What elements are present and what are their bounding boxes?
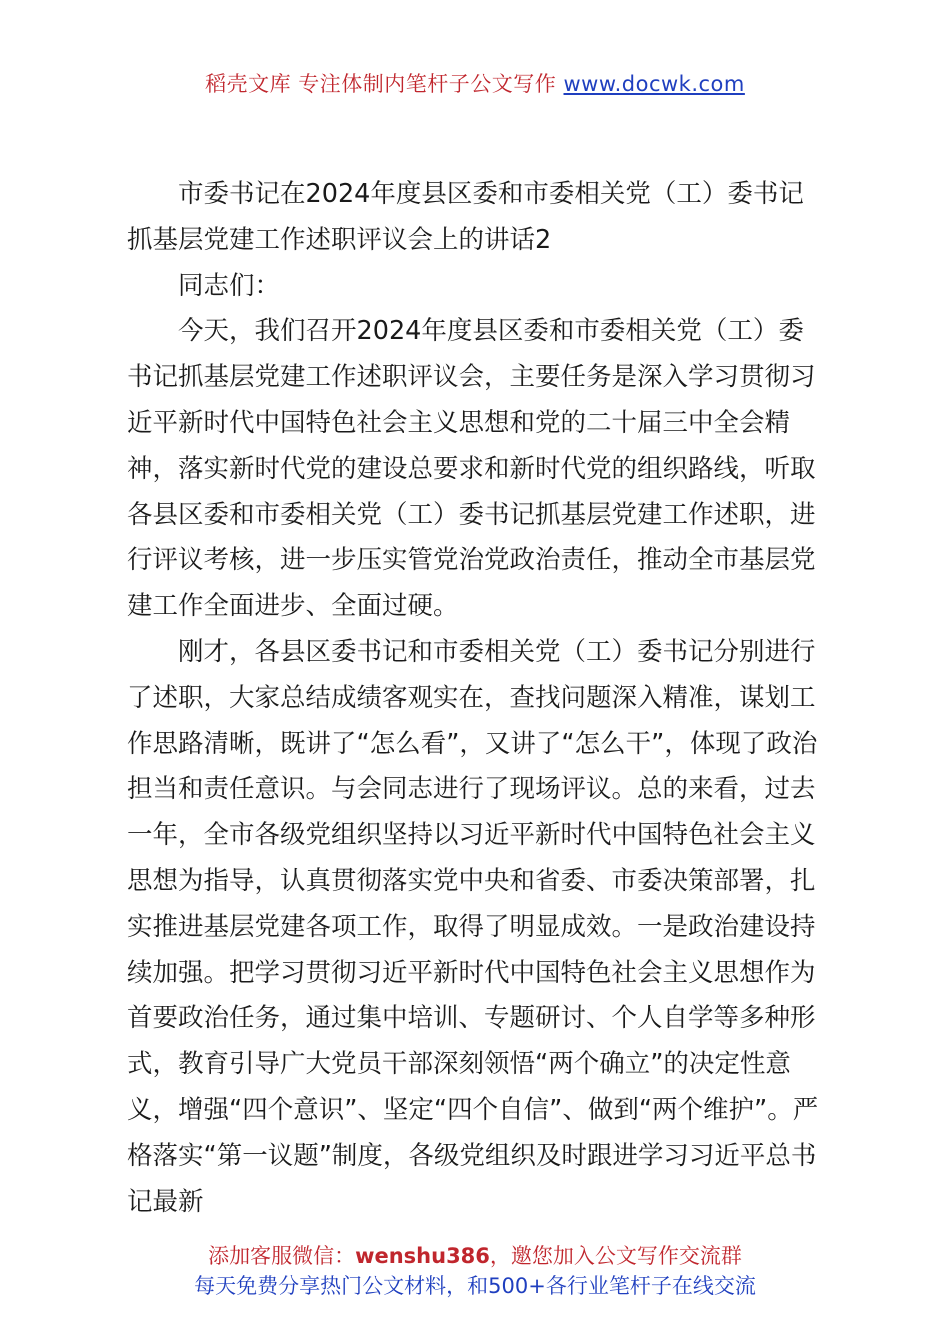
salutation: 同志们：	[178, 270, 281, 301]
site-header	[0, 68, 950, 98]
footer-promo: 每天免费分享热门公文材料，和500+各行业笔杆子在线交流	[194, 1274, 756, 1298]
footer-contact	[0, 1240, 950, 1270]
document-title-line-1: 市委书记在2024年度县区委和市委相关党（工）委书记	[178, 179, 804, 209]
paragraph-1: 今天，我们召开2024年度县区委和市委相关党（工）委书记抓基层党建工作述职评议会，主要任务是深入学习贯彻习近平新时代中国特色社会主义思想和党的二十届三中全会精神，落实新时代党的建设总要求和新时代党的组织路线，听取各县区委和市委相关党（工）委书记抓基层党建工作述职，进行评议考核，进一步压实管党治党政治责任，推动全市基层党建工作全面进步、全面过硬。	[127, 316, 816, 622]
site-name: 稻壳文库 专注体制内笔杆子公文写作	[205, 72, 557, 96]
site-url-link[interactable]: www.docwk.com	[563, 72, 745, 96]
paragraph-2: 刚才，各县区委书记和市委相关党（工）委书记分别进行了述职，大家总结成绩客观实在，查找问题深入精准，谋划工作思路清晰，既讲了“怎么看”，又讲了“怎么干”，体现了政治担当和责任意识。与会同志进行了现场评议。总的来看，过去一年，全市各级党组织坚持以习近平新时代中国特色社会主义思想为指导，认真贯彻落实党中央和省委、市委决策部署，扎实推进基层党建各项工作，取得了明显成效。一是政治建设持续加强。把学习贯彻习近平新时代中国特色社会主义思想作为首要政治任务，通过集中培训、专题研讨、个人自学等多种形式，教育引导广大党员干部深刻领悟“两个确立”的决定性意义，增强“四个意识”、坚定“四个自信”、做到“两个维护”。严格落实“第一议题”制度，各级党组织及时跟进学习习近平总书记最新	[127, 636, 819, 1217]
footer-wechat-id: wenshu386	[355, 1244, 490, 1268]
footer-contact-prefix: 添加客服微信：	[208, 1244, 356, 1268]
footer-contact-suffix: ，邀您加入公文写作交流群	[489, 1244, 742, 1268]
document-body	[127, 172, 827, 1225]
document-title-line-2: 抓基层党建工作述职评议会上的讲话2	[127, 224, 552, 255]
